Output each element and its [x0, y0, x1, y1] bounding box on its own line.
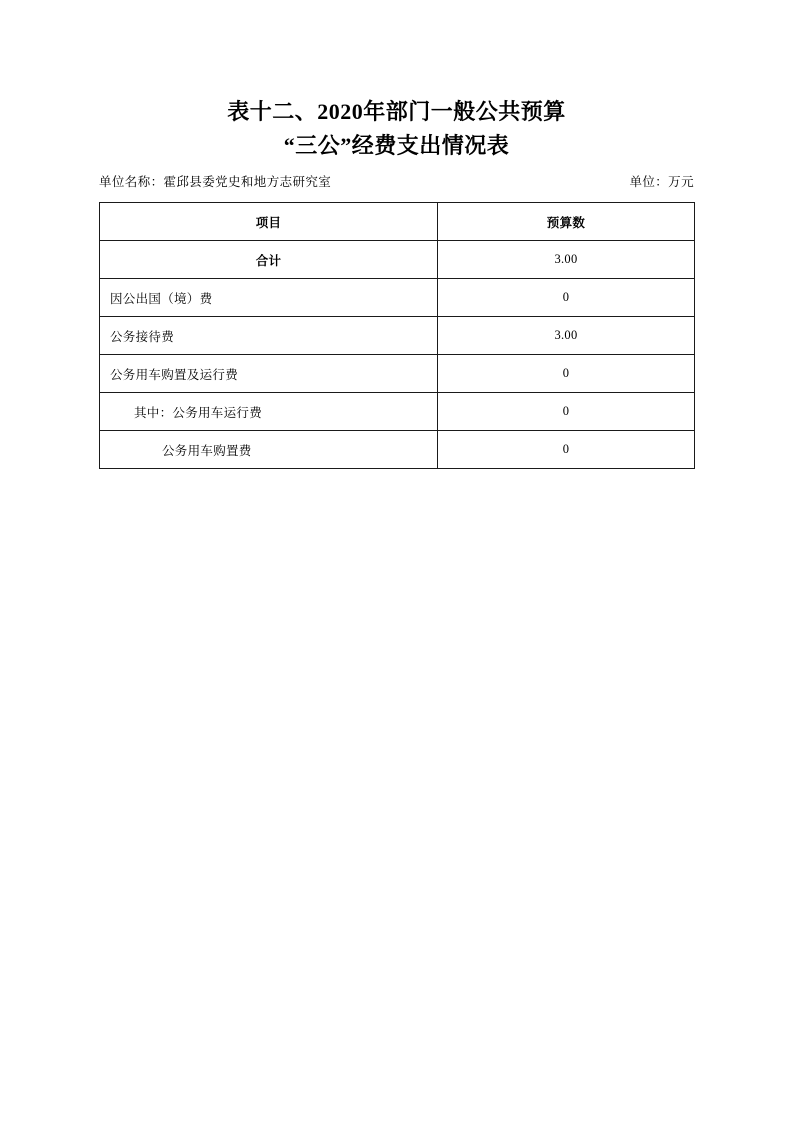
table-row [100, 431, 695, 469]
row-label-vehicle-operation: 其中：公务用车运行费 [100, 393, 438, 431]
column-header-value: 预算数 [438, 203, 695, 241]
row-value-abroad: 0 [438, 279, 695, 317]
row-value-vehicle-operation: 0 [438, 393, 695, 431]
table-row [100, 393, 695, 431]
budget-table [99, 202, 695, 469]
table-row [100, 241, 695, 279]
table-row [100, 355, 695, 393]
title-line-2: “三公”经费支出情况表 [283, 133, 510, 158]
row-label-vehicle-purchase: 公务用车购置费 [100, 431, 438, 469]
title-line-1: 表十二、2020年部门一般公共预算 [227, 99, 566, 124]
page-title [0, 95, 793, 163]
row-value-total: 3.00 [438, 241, 695, 279]
row-value-vehicle-total: 0 [438, 355, 695, 393]
row-value-reception: 3.00 [438, 317, 695, 355]
row-value-vehicle-purchase: 0 [438, 431, 695, 469]
unit-name-label: 单位名称：霍邱县委党史和地方志研究室 [99, 175, 332, 189]
table-header-row [100, 203, 695, 241]
table-meta-row [99, 172, 694, 190]
table-row [100, 317, 695, 355]
column-header-item: 项目 [100, 203, 438, 241]
row-label-vehicle-total: 公务用车购置及运行费 [100, 355, 438, 393]
unit-measure-label: 单位：万元 [629, 175, 694, 189]
table-row [100, 279, 695, 317]
row-label-abroad: 因公出国（境）费 [100, 279, 438, 317]
row-label-total: 合计 [100, 241, 438, 279]
row-label-reception: 公务接待费 [100, 317, 438, 355]
